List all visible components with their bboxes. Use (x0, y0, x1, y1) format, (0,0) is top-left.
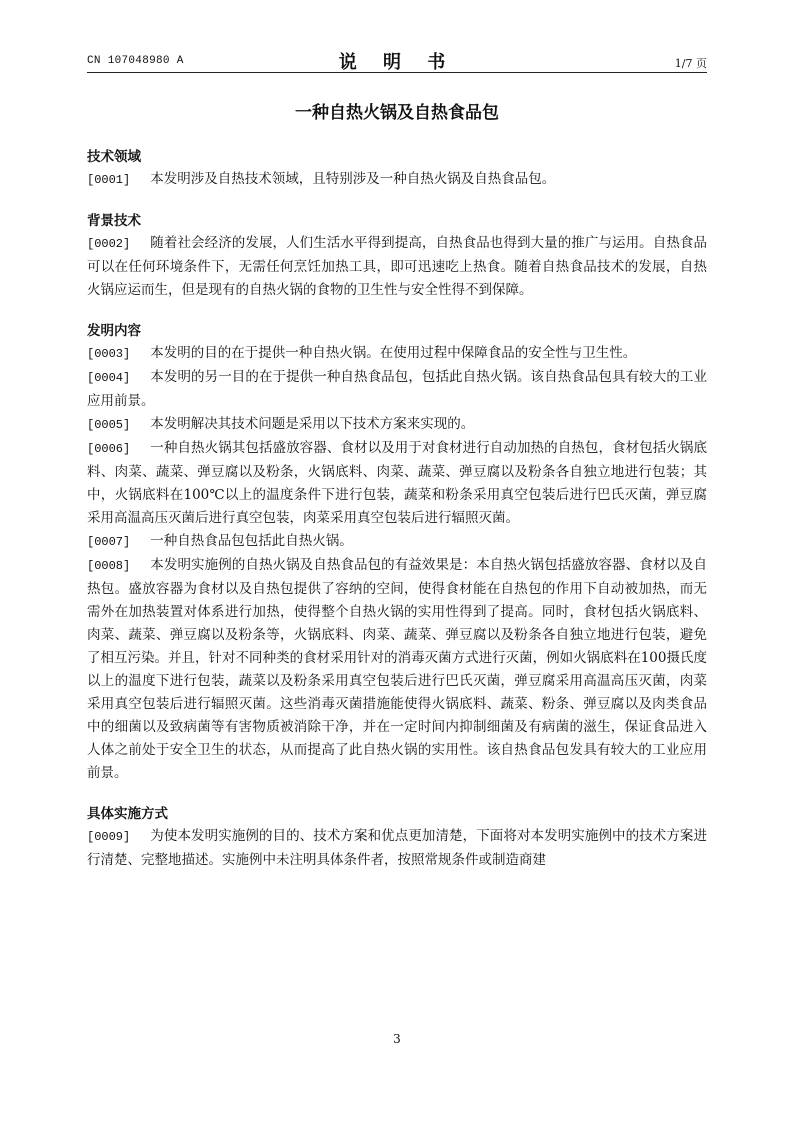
patent-number: CN 107048980 A (87, 55, 184, 67)
paragraph-number: [0002] (87, 237, 131, 251)
paragraph (87, 342, 707, 366)
paragraph-number: [0001] (87, 173, 131, 187)
section-heading: 发明内容 (87, 323, 141, 339)
paragraph (87, 530, 707, 554)
paragraph-number: [0004] (87, 371, 131, 385)
document-title: 一种自热火锅及自热食品包 (295, 103, 499, 123)
section-heading: 具体实施方式 (87, 806, 168, 822)
paragraph (87, 437, 707, 530)
paragraph-text: 本发明的目的在于提供一种自热火锅。在使用过程中保障食品的安全性与卫生性。 (150, 345, 637, 361)
paragraph (87, 825, 707, 872)
paragraph-text: 本发明解决其技术问题是采用以下技术方案来实现的。 (150, 416, 475, 432)
paragraph (87, 366, 707, 413)
paragraph-text: 一种自热食品包包括此自热火锅。 (150, 533, 353, 549)
paragraph-text: 一种自热火锅其包括盛放容器、食材以及用于对食材进行自动加热的自热包，食材包括火锅底料、肉菜、蔬菜、弹豆腐以及粉条，火锅底料、肉菜、蔬菜、弹豆腐以及粉条各自独立地进行包装；其中，火锅底料在100℃以上的温度条件下进行包装，蔬菜和粉条采用真空包装后进行巴氏灭菌，弹豆腐采用高温高压灭菌后进行真空包装，肉菜采用真空包装后进行辐照灭菌。 (87, 440, 707, 526)
paragraph-text: 本发明涉及自热技术领域，且特别涉及一种自热火锅及自热食品包。 (150, 171, 556, 187)
paragraph-number: [0005] (87, 418, 131, 432)
paragraph (87, 554, 707, 785)
paragraph-number: [0009] (87, 830, 131, 844)
document-body (87, 146, 707, 890)
section-heading: 技术领域 (87, 149, 141, 165)
page-header (87, 50, 707, 72)
paragraph-number: [0003] (87, 347, 131, 361)
paragraph-number: [0008] (87, 559, 131, 573)
paragraph (87, 168, 707, 192)
section (87, 146, 707, 192)
paragraph-text: 本发明的另一目的在于提供一种自热食品包，包括此自热火锅。该自热食品包具有较大的工业应用前景。 (87, 369, 707, 409)
page-number: 3 (393, 1032, 401, 1046)
section-heading: 背景技术 (87, 213, 141, 229)
paragraph-text: 本发明实施例的自热火锅及自热食品包的有益效果是：本自热火锅包括盛放容器、食材以及自热包。盛放容器为食材以及自热包提供了容纳的空间，使得食材能在自热包的作用下自动被加热，而无需外在加热装置对体系进行加热，使得整个自热火锅的实用性得到了提高。同时，食材包括火锅底料、肉菜、蔬菜、弹豆腐以及粉条等，火锅底料、肉菜、蔬菜、弹豆腐以及粉条各自独立地进行包装，避免了相互污染。并且，针对不同种类的食材采用针对的消毒灭菌方式进行灭菌，例如火锅底料在100摄氏度以上的温度下进行包装，蔬菜以及粉条采用真空包装后进行巴氏灭菌，弹豆腐采用高温高压灭菌，肉菜采用真空包装后进行辐照灭菌。这些消毒灭菌措施能使得火锅底料、蔬菜、粉条、弹豆腐以及肉类食品中的细菌以及致病菌等有害物质被消除干净，并在一定时间内抑制细菌及有病菌的滋生，保证食品进入人体之前处于安全卫生的状态，从而提高了此自热火锅的实用性。该自热食品包发具有较大的工业应用前景。 (87, 557, 707, 781)
paragraph (87, 232, 707, 302)
section (87, 210, 707, 302)
paragraph (87, 413, 707, 437)
section (87, 803, 707, 872)
page-indicator: 1/7 页 (674, 57, 707, 70)
paragraph-text: 随着社会经济的发展，人们生活水平得到提高，自热食品也得到大量的推广与运用。自热食品可以在任何环境条件下，无需任何烹饪加热工具，即可迅速吃上热食。随着自热食品技术的发展，自热火锅应运而生，但是现有的自热火锅的食物的卫生性与安全性得不到保障。 (87, 235, 707, 298)
header-divider (87, 72, 707, 73)
section (87, 320, 707, 785)
document-type-label: 说 明 书 (338, 52, 456, 73)
paragraph-number: [0006] (87, 442, 131, 456)
paragraph-number: [0007] (87, 535, 131, 549)
paragraph-text: 为使本发明实施例的目的、技术方案和优点更加清楚，下面将对本发明实施例中的技术方案进行清楚、完整地描述。实施例中未注明具体条件者，按照常规条件或制造商建 (87, 828, 707, 868)
